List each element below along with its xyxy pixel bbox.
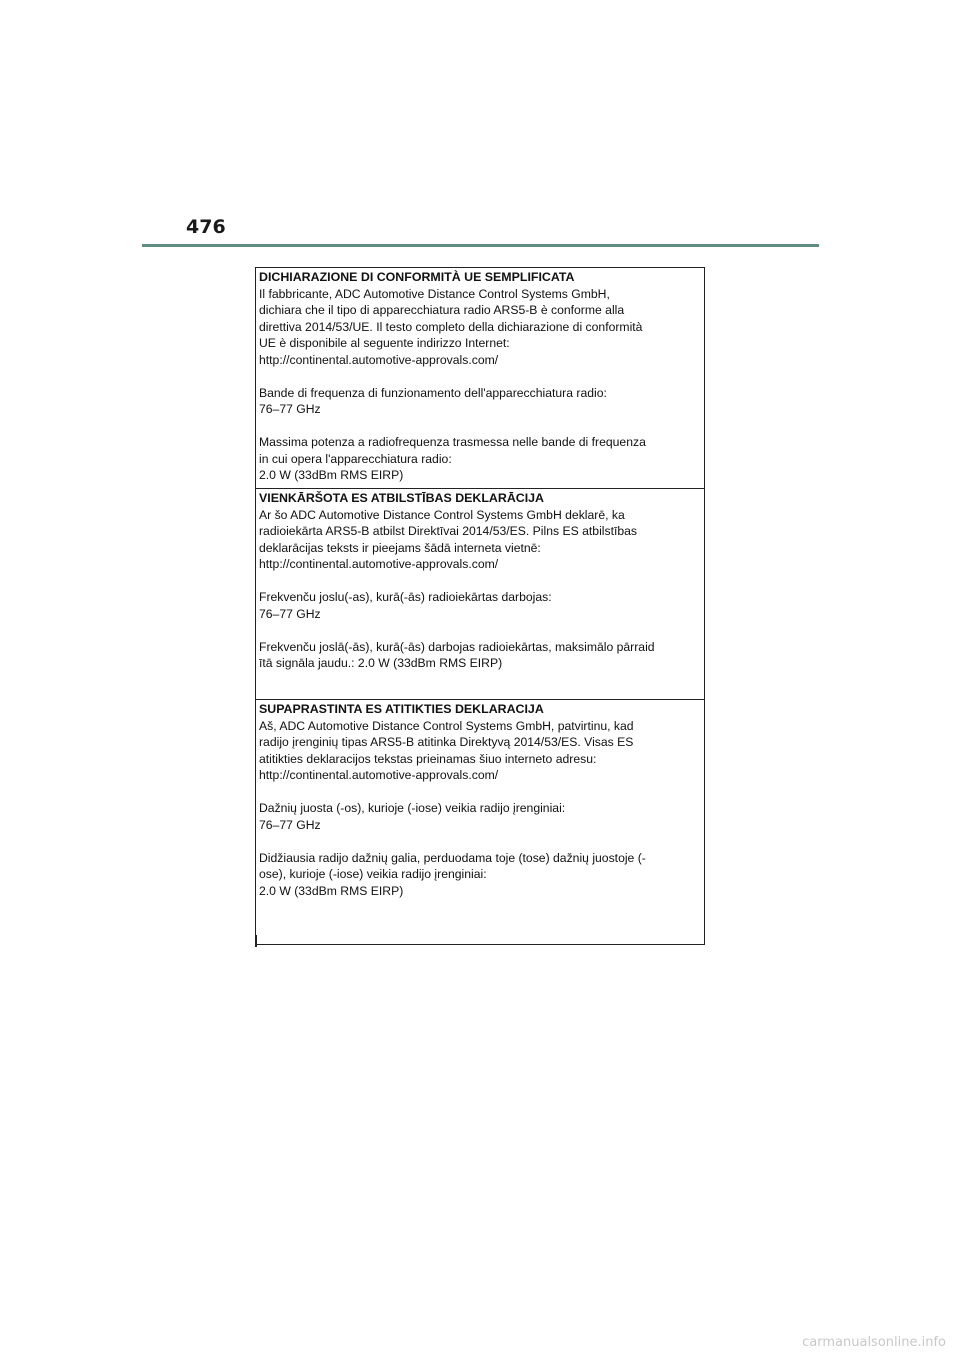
text-line: 76–77 GHz [259,402,321,416]
text-line: in cui opera l'apparecchiatura radio: [259,451,452,466]
text-line: Dažnių juosta (-os), kurioje (-iose) veikia radijo įrenginiai: [259,801,566,815]
declaration-paragraph [259,507,702,573]
watermark: carmanualsonline.info [802,1335,946,1350]
text-line: Bande di frequenza di funzionamento dell'apparecchiatura radio: [259,385,607,400]
frequency-paragraph [259,589,702,622]
url-line: http://continental.automotive-approvals.com/ [259,557,499,571]
section-title: SUPAPRASTINTA ES ATITIKTIES DEKLARACIJA [259,702,544,716]
url-line: http://continental.automotive-approvals.com/ [259,768,499,782]
text-line: direttiva 2014/53/UE. Il testo completo della dichiarazione di conformità [259,319,643,334]
text-line: Aš, ADC Automotive Distance Control Systems GmbH, patvirtinu, kad [259,718,634,733]
page-number: 476 [186,216,226,238]
text-line: radioiekārta ARS5-B atbilst Direktīvai 2014/53/ES. Pilns ES atbilstības [259,524,637,538]
text-line: ose), kurioje (-iose) veikia radijo įrenginiai: [259,867,487,881]
power-paragraph [259,434,702,484]
text-line: radijo įrenginių tipas ARS5-B atitinka Direktyvą 2014/53/ES. Visas ES [259,735,634,749]
url-line: http://continental.automotive-approvals.com/ [259,352,499,367]
declaration-paragraph [259,286,702,369]
declaration-section-italian [256,268,704,488]
text-line: ītā signāla jaudu.: 2.0 W (33dBm RMS EIRP) [259,656,503,670]
text-line: Frekvenču joslu(-as), kurā(-ās) radioiekārtas darbojas: [259,590,552,604]
text-line: atitikties deklaracijos tekstas prieinamas šiuo interneto adresu: [259,751,597,766]
header-rule [142,244,819,247]
section-title: DICHIARAZIONE DI CONFORMITÀ UE SEMPLIFICATA [259,270,575,284]
text-line: Il fabbricante, ADC Automotive Distance Control Systems GmbH, [259,286,610,301]
declaration-paragraph [259,718,702,784]
declaration-section-latvian [256,488,704,699]
section-title: VIENKĀRŠOTA ES ATBILSTĪBAS DEKLARĀCIJA [259,491,544,505]
text-line: 2.0 W (33dBm RMS EIRP) [259,883,404,898]
box-edge-mark [255,935,257,947]
text-line: Ar šo ADC Automotive Distance Control Systems GmbH deklarē, ka [259,507,625,522]
power-paragraph [259,639,702,672]
declaration-box [255,267,705,945]
text-line: Didžiausia radijo dažnių galia, perduodama toje (tose) dažnių juostoje (- [259,850,646,865]
power-paragraph [259,850,702,900]
frequency-paragraph [259,800,702,833]
text-line: 76–77 GHz [259,606,321,621]
text-line: dichiara che il tipo di apparecchiatura radio ARS5-B è conforme alla [259,303,625,317]
text-line: 76–77 GHz [259,817,321,832]
text-line: Frekvenču joslā(-ās), kurā(-ās) darbojas radioiekārtas, maksimālo pārraid [259,639,655,654]
text-line: 2.0 W (33dBm RMS EIRP) [259,468,404,482]
text-line: Massima potenza a radiofrequenza trasmessa nelle bande di frequenza [259,435,646,449]
text-line: deklarācijas teksts ir pieejams šādā interneta vietnē: [259,540,541,555]
text-line: UE è disponibile al seguente indirizzo Internet: [259,336,510,350]
frequency-paragraph [259,385,702,418]
declaration-section-lithuanian [256,699,704,944]
